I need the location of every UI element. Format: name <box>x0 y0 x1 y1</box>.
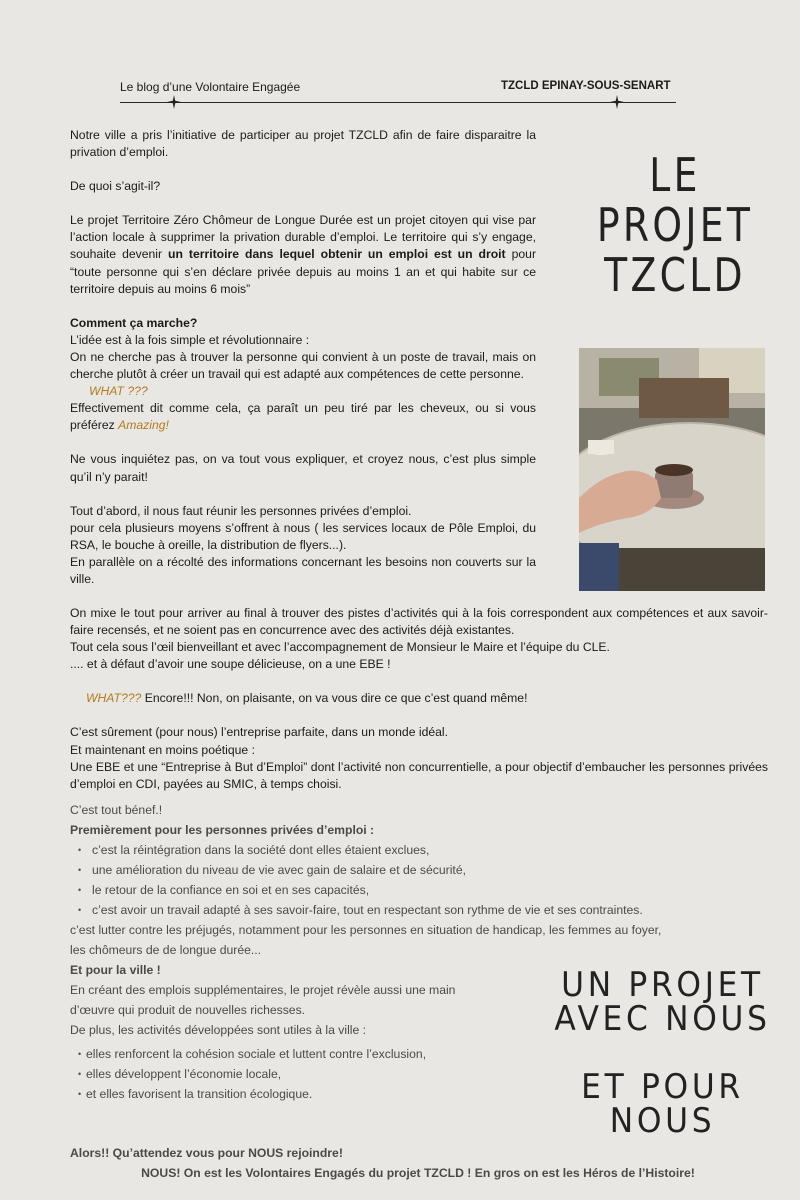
sparkle-icon <box>610 95 624 109</box>
side-title-line: NOUS <box>609 1101 716 1141</box>
paragraph: De plus, les activités développées sont utiles à la ville : <box>70 1023 367 1037</box>
list-item: • c’est avoir un travail adapté à ses savoir-faire, tout en respectant son rythme de vie et ses contraintes. <box>70 900 770 920</box>
paragraph: C’est tout bénef.! <box>70 803 163 817</box>
text: Encore!!! Non, on plaisante, on va vous dire ce que c’est quand même! <box>141 691 528 706</box>
paragraph: En créant des emplois supplémentaires, le projet révèle aussi une main <box>70 983 456 997</box>
section-heading: Premièrement pour les personnes privées d’emploi : <box>70 823 375 837</box>
highlight: un territoire dans lequel obtenir un emploi est un droit <box>168 247 506 262</box>
list-item: • elles développent l’économie locale, <box>70 1064 770 1084</box>
article-body <box>70 127 536 588</box>
paragraph: c’est lutter contre les préjugés, notamment pour les personnes en situation de handicap, les femmes au foyer, <box>70 923 662 937</box>
paragraph: Tout d’abord, il nous faut réunir les personnes privées d’emploi. <box>70 503 412 518</box>
paragraph: On mixe le tout pour arriver au final à trouver des pistes d’activités qui à la fois correspondent aux compétences et aux savoir-faire recensés, et ne soient pas en concurrence avec des activités déjà existantes. <box>70 606 768 638</box>
benefits-list <box>70 840 770 920</box>
paragraph: On ne cherche pas à trouver la personne qui convient à un poste de travail, mais on cherche plutôt à créer un travail qui est adapté aux compétences de cette personne. <box>70 349 536 382</box>
paragraph: Tout cela sous l’œil bienveillant et avec l’accompagnement de Monsieur le Maire et l’équipe du CLE. <box>70 640 610 655</box>
list-item: • c’est la réintégration dans la société dont elles étaient exclues, <box>70 840 770 860</box>
header-divider <box>120 102 676 103</box>
section-heading: Comment ça marche? <box>70 315 198 330</box>
list-item: • une amélioration du niveau de vie avec gain de salaire et de sécurité, <box>70 860 770 880</box>
call-to-action: Alors!! Qu’attendez vous pour NOUS rejoindre! <box>70 1146 343 1160</box>
side-title-line: UN PROJET <box>561 965 764 1005</box>
paragraph: .... et à défaut d’avoir une soupe délicieuse, on a une EBE ! <box>70 657 391 672</box>
paragraph: les chômeurs de de longue durée... <box>70 943 262 957</box>
text: Effectivement dit comme cela, ça paraît un peu tiré par les cheveux, ou si vous préférez <box>70 401 536 433</box>
title-line: LE <box>649 148 701 202</box>
side-title <box>550 965 775 1141</box>
paragraph: d’œuvre qui produit de nouvelles richesses. <box>70 1003 306 1017</box>
title-line: TZCLD <box>604 248 746 302</box>
text: Le projet Territoire Zéro Chômeur de Longue Durée est un projet citoyen qui vise par l’action locale à supprimer la privation durable d’emploi. Le territoire qui s’y engage, souhaite devenir <box>70 213 536 262</box>
paragraph: L’idée est à la fois simple et révolutionnaire : <box>70 332 310 347</box>
footer-slogan: NOUS! On est les Volontaires Engagés du projet TZCLD ! En gros on est les Héros de l’Histoire! <box>141 1166 695 1180</box>
paragraph: Une EBE et une “Entreprise à But d’Emploi” dont l’activité non concurrentielle, a pour objectif d’embaucher les personnes privées d’emploi en CDI, payées au SMIC, à temps choisi. <box>70 759 768 791</box>
list-item: • et elles favorisent la transition écologique. <box>70 1084 770 1104</box>
paragraph: En parallèle on a récolté des informations concernant les besoins non couverts sur la ville. <box>70 554 536 586</box>
list-item: • le retour de la confiance en soi et en ses capacités, <box>70 880 770 900</box>
paragraph: pour cela plusieurs moyens s’offrent à nous ( les services locaux de Pôle Emploi, du RSA, le bouche à oreille, la distribution de flyers...). <box>70 520 536 552</box>
site-name: TZCLD EPINAY-SOUS-SENART <box>501 80 671 92</box>
blog-title: Le blog d’une Volontaire Engagée <box>120 80 301 94</box>
list-item: • elles renforcent la cohésion sociale et luttent contre l’exclusion, <box>70 1044 770 1064</box>
exclamation: WHAT ??? <box>89 384 148 399</box>
title-line: PROJET <box>596 198 754 252</box>
paragraph: C’est sûrement (pour nous) l’entreprise parfaite, dans un monde idéal. <box>70 725 449 740</box>
sparkle-icon <box>167 95 181 109</box>
article-body-wide <box>70 605 768 793</box>
question: De quoi s’agit-il? <box>70 179 161 194</box>
page-title <box>589 150 761 300</box>
paragraph <box>70 400 536 434</box>
paragraph: Ne vous inquiétez pas, on va tout vous expliquer, et croyez nous, c’est plus simple qu’il n’y parait! <box>70 452 536 484</box>
side-title-line: AVEC NOUS <box>554 999 771 1039</box>
definition-paragraph <box>70 212 536 297</box>
side-title-line: ET POUR <box>581 1067 744 1107</box>
exclamation: Amazing! <box>118 418 169 433</box>
text: pour “toute personne qui s’en déclare privée depuis au moins 1 an et qui habite sur ce territoire depuis au moins 6 mois” <box>70 247 537 296</box>
intro-paragraph: Notre ville a pris l’initiative de participer au projet TZCLD afin de faire disparaitre la privation d’emploi. <box>70 128 536 160</box>
exclamation: WHAT??? <box>86 691 142 706</box>
paragraph <box>70 690 768 707</box>
coffee-photo <box>579 348 765 591</box>
paragraph: Et maintenant en moins poétique : <box>70 742 255 757</box>
section-heading: Et pour la ville ! <box>70 963 161 977</box>
